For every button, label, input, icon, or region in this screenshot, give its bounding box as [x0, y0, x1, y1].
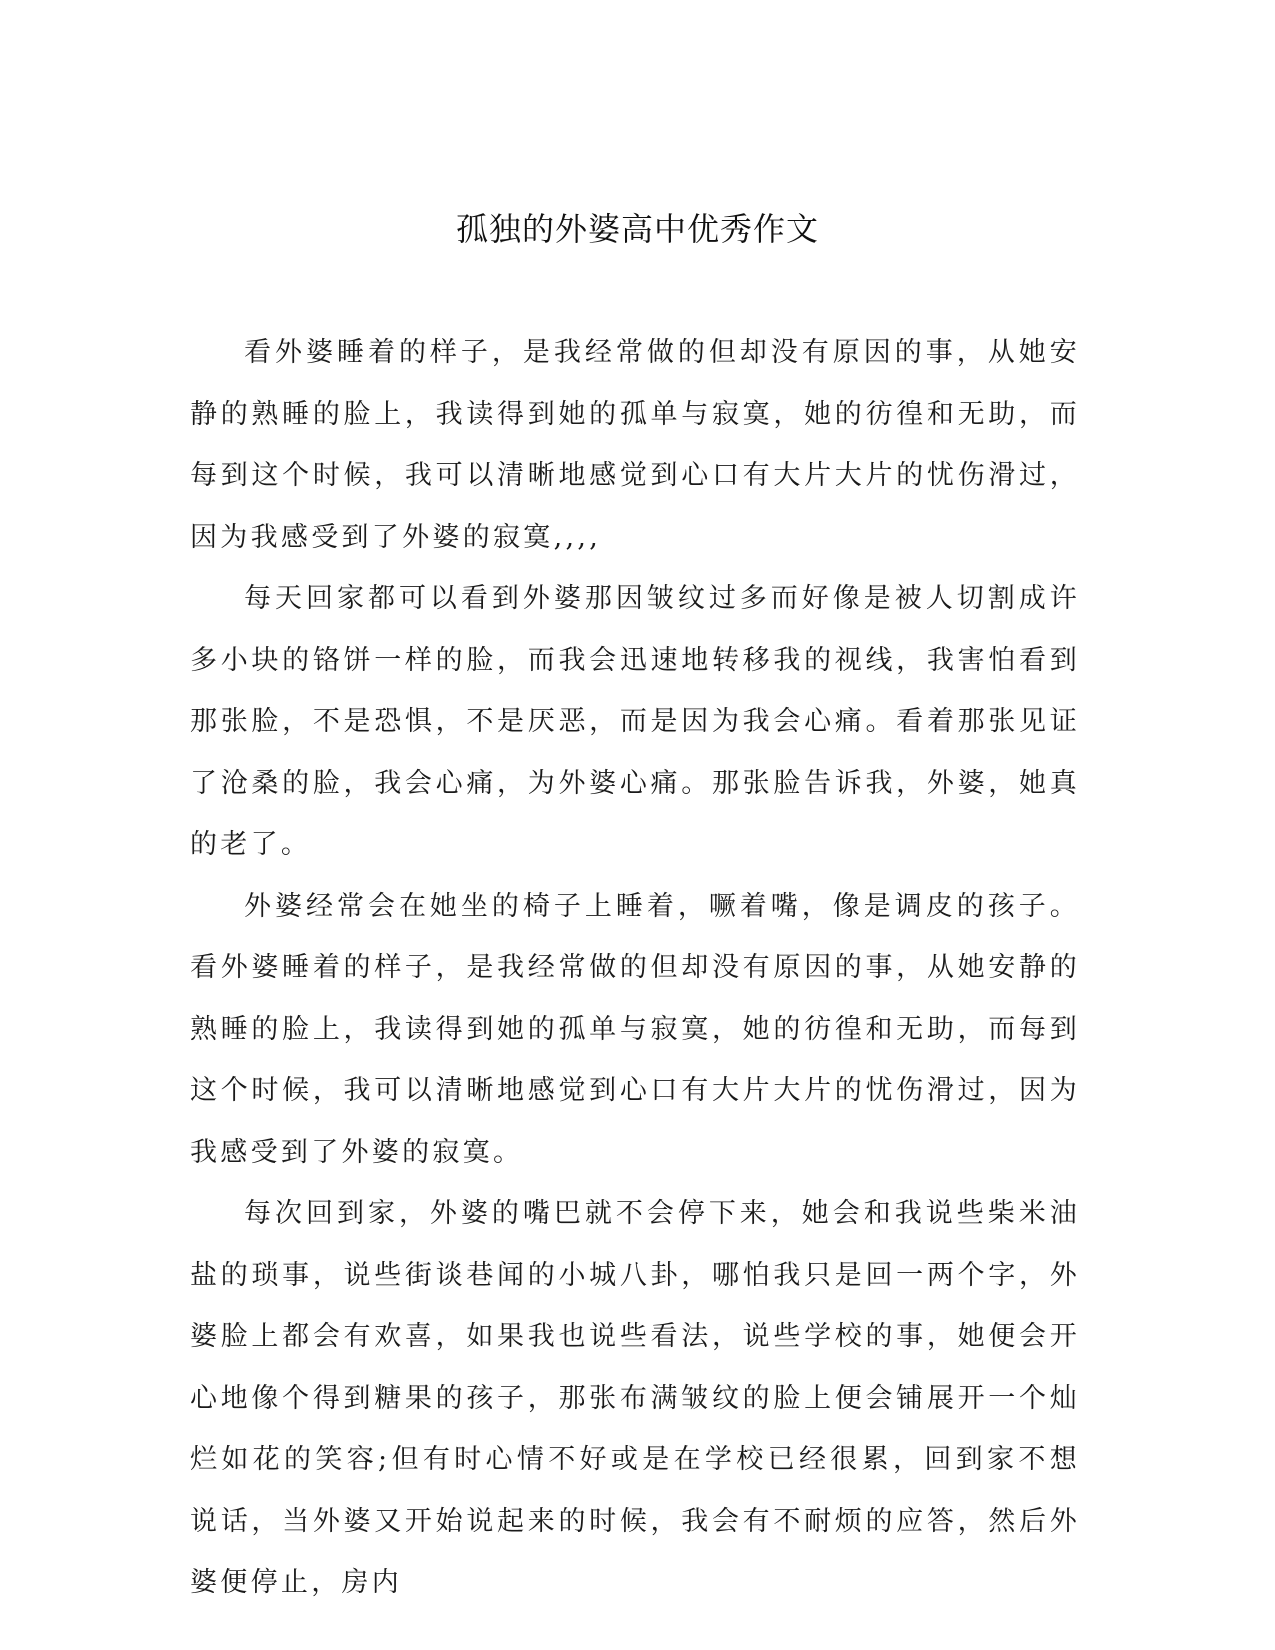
paragraph-1: 看外婆睡着的样子，是我经常做的但却没有原因的事，从她安静的熟睡的脸上，我读得到她的孤单与寂寞，她的彷徨和无助，而每到这个时候，我可以清晰地感觉到心口有大片大片的忧伤滑过，因为我感受到了外婆的寂寞,,,, — [190, 337, 1080, 553]
paragraph-3: 外婆经常会在她坐的椅子上睡着，噘着嘴，像是调皮的孩子。看外婆睡着的样子，是我经常做的但却没有原因的事，从她安静的熟睡的脸上，我读得到她的孤单与寂寞，她的彷徨和无助，而每到这个时候，我可以清晰地感觉到心口有大片大片的忧伤滑过，因为我感受到了外婆的寂寞。 — [190, 890, 1080, 1168]
paragraph-4: 每次回到家，外婆的嘴巴就不会停下来，她会和我说些柴米油盐的琐事，说些街谈巷闻的小城八卦，哪怕我只是回一两个字，外婆脸上都会有欢喜，如果我也说些看法，说些学校的事，她便会开心地像个得到糖果的孩子，那张布满皱纹的脸上便会铺展开一个灿烂如花的笑容;但有时心情不好或是在学校已经很累，回到家不想说话，当外婆又开始说起来的时候，我会有不耐烦的应答，然后外婆便停止，房内 — [190, 1198, 1080, 1598]
document-title: 孤独的外婆高中优秀作文 — [455, 210, 819, 248]
document-body — [190, 322, 1080, 1614]
paragraph-2: 每天回家都可以看到外婆那因皱纹过多而好像是被人切割成许多小块的铬饼一样的脸，而我会迅速地转移我的视线，我害怕看到那张脸，不是恐惧，不是厌恶，而是因为我会心痛。看着那张见证了沧桑的脸，我会心痛，为外婆心痛。那张脸告诉我，外婆，她真的老了。 — [190, 583, 1080, 860]
